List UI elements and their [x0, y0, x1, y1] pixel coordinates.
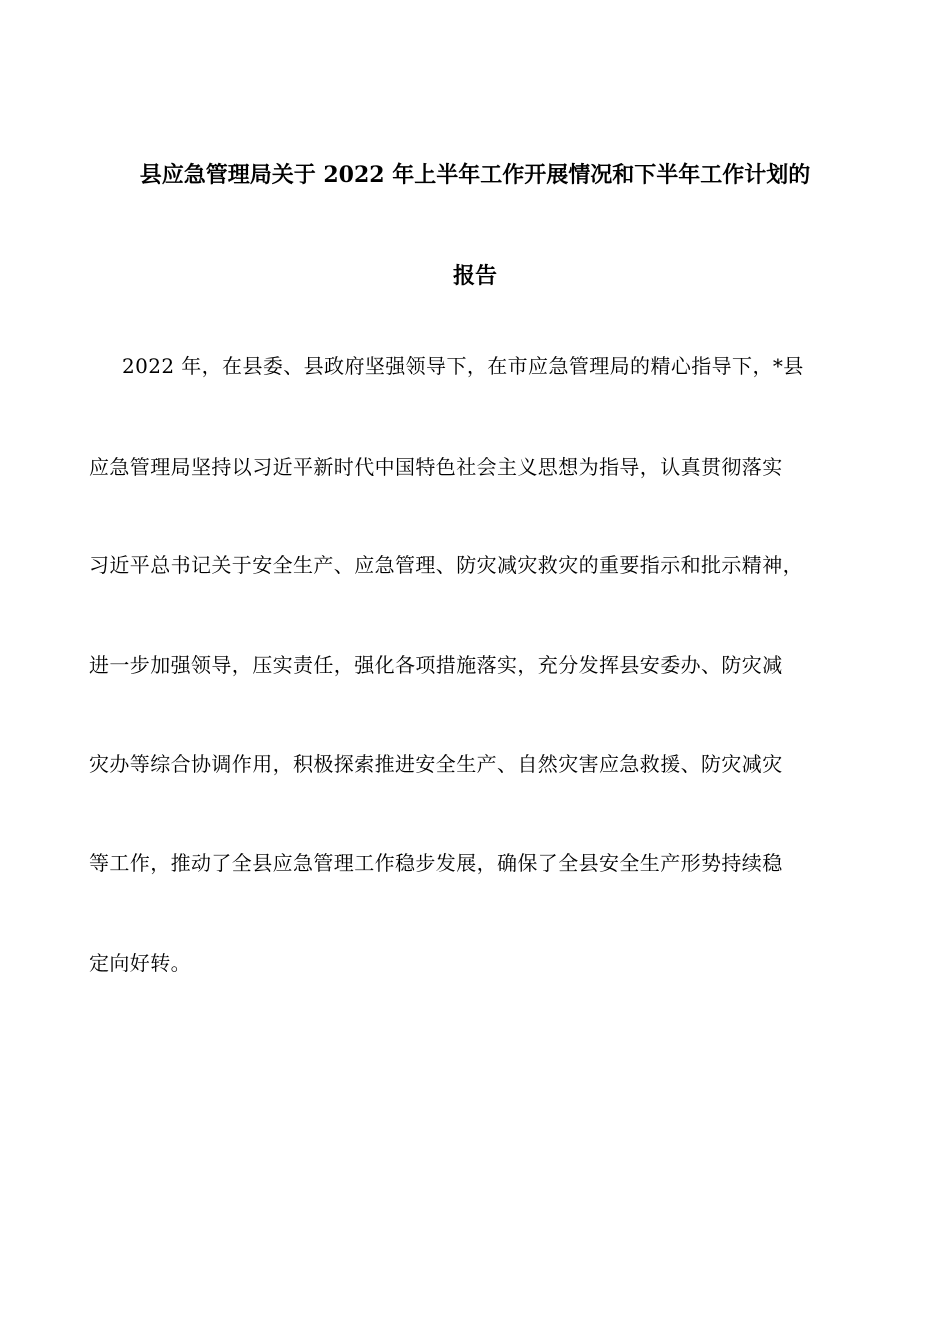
paragraph-line-2: 应急管理局坚持以习近平新时代中国特色社会主义思想为指导，认真贯彻落实	[89, 455, 783, 479]
document-title-line-1: 县应急管理局关于 2022 年上半年工作开展情况和下半年工作计划的	[139, 162, 811, 188]
paragraph-line-4: 进一步加强领导，压实责任，强化各项措施落实，充分发挥县安委办、防灾减	[89, 653, 783, 677]
paragraph-line-6: 等工作，推动了全县应急管理工作稳步发展，确保了全县安全生产形势持续稳	[89, 851, 783, 875]
paragraph-line-5: 灾办等综合协调作用，积极探索推进安全生产、自然灾害应急救援、防灾减灾	[89, 752, 783, 776]
paragraph-line-7: 定向好转。	[89, 951, 191, 975]
document-title-line-2: 报告	[452, 263, 497, 289]
paragraph-line-3: 习近平总书记关于安全生产、应急管理、防灾减灾救灾的重要指示和批示精神，	[89, 553, 803, 577]
paragraph-line-1: 2022 年，在县委、县政府坚强领导下，在市应急管理局的精心指导下，*县	[122, 354, 804, 378]
